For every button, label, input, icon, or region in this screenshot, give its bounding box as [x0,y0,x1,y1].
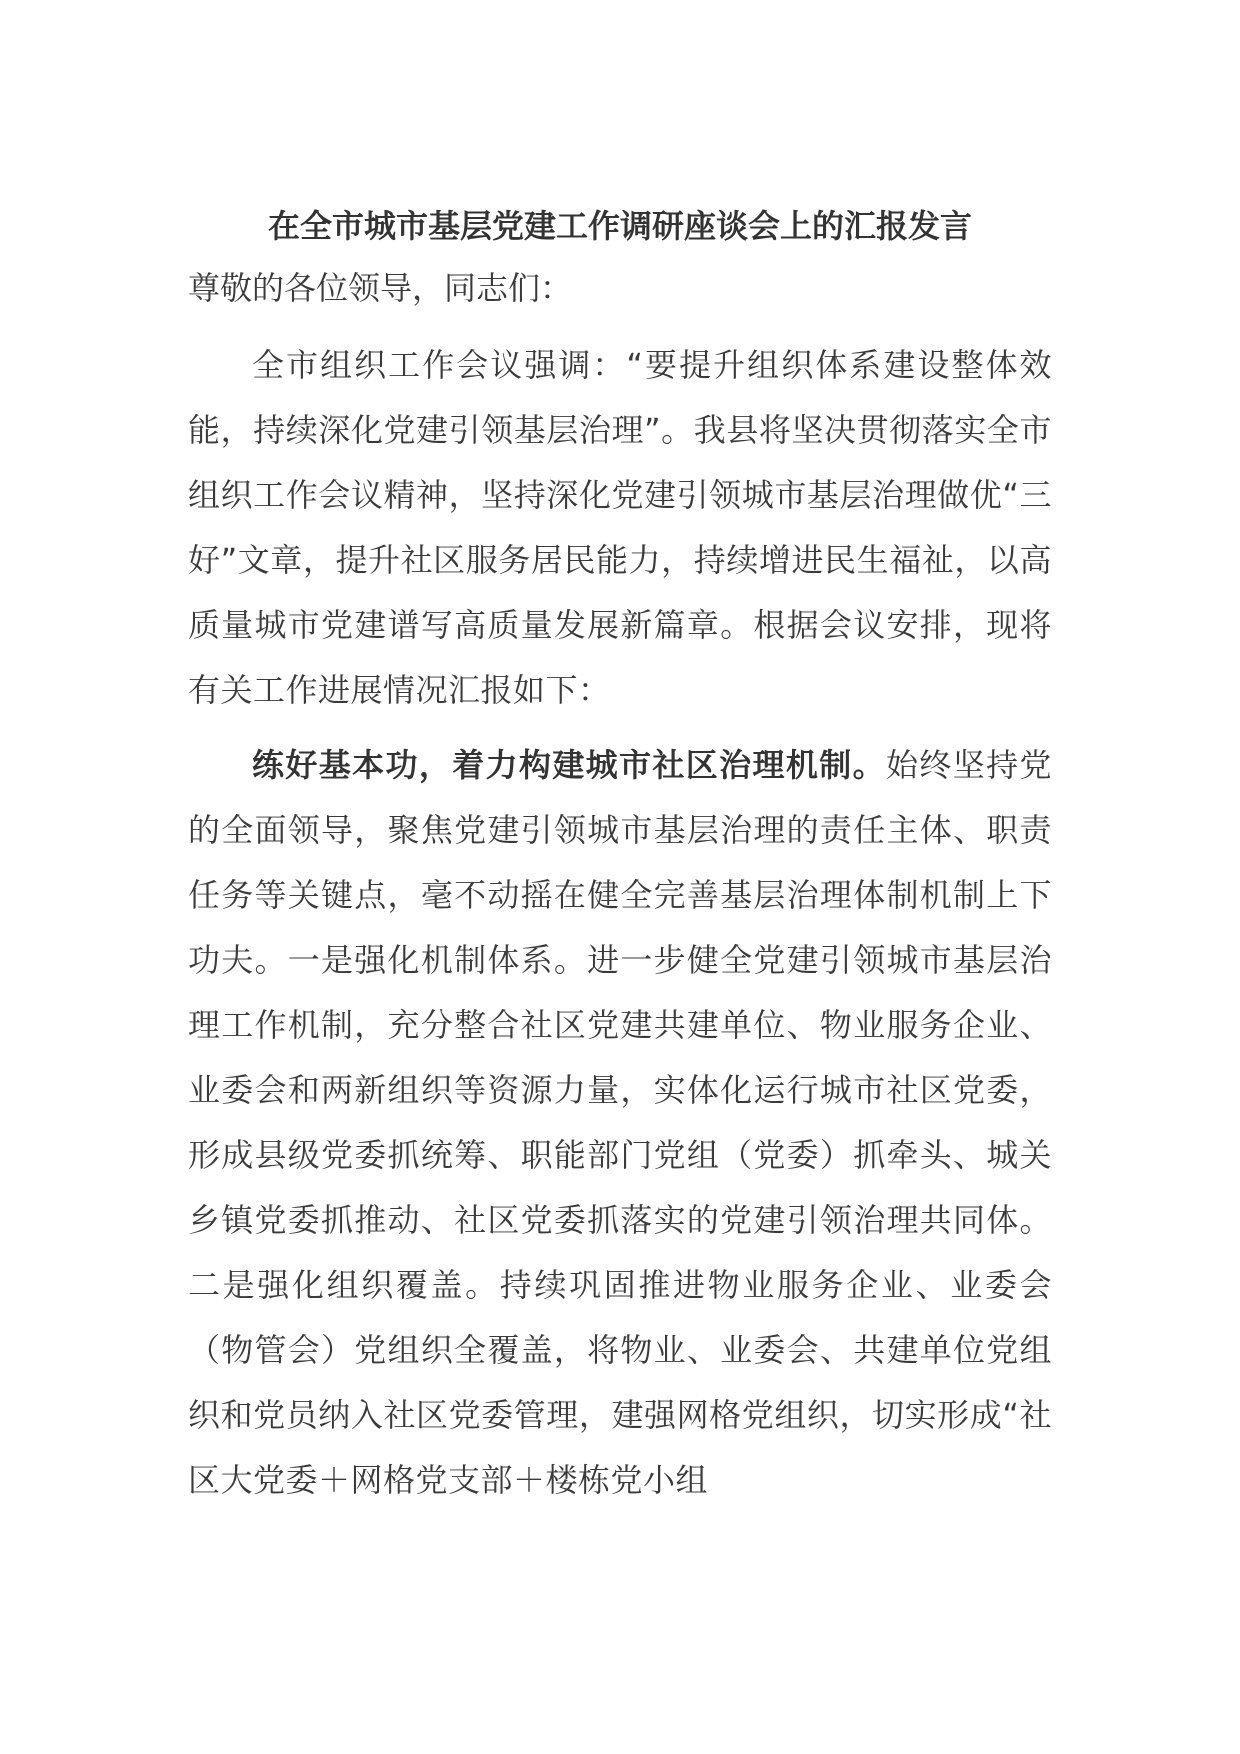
paragraph-text: 全市组织工作会议强调：“要提升组织体系建设整体效能，持续深化党建引领基层治理”。我县将坚决贯彻落实全市组织工作会议精神，坚持深化党建引领城市基层治理做优“三好”文章，提升社区服务居民能力，持续增进民生福祉，以高质量城市党建谱写高质量发展新篇章。根据会议安排，现将有关工作进展情况汇报如下： [188,346,1052,709]
paragraph-lead: 练好基本功，着力构建城市社区治理机制。 [252,746,886,784]
paragraph-text: 始终坚持党的全面领导，聚焦党建引领城市基层治理的责任主体、职责任务等关键点，毫不动摇在健全完善基层治理体制机制上下功夫。一是强化机制体系。进一步健全党建引领城市基层治理工作机制，充分整合社区党建共建单位、物业服务企业、业委会和两新组织等资源力量，实体化运行城市社区党委，形成县级党委抓统筹、职能部门党组（党委）抓牵头、城关乡镇党委抓推动、社区党委抓落实的党建引领治理共同体。二是强化组织覆盖。持续巩固推进物业服务企业、业委会（物管会）党组织全覆盖，将物业、业委会、共建单位党组织和党员纳入社区党委管理，建强网格党组织，切实形成“社区大党委＋网格党支部＋楼栋党小组 [188,746,1052,1499]
paragraph-section-1 [188,733,1052,1513]
document-body [188,252,1052,1523]
paragraph-intro [188,333,1052,723]
salutation: 尊敬的各位领导，同志们： [188,269,573,307]
document-title: 在全市城市基层党建工作调研座谈会上的汇报发言 [267,207,972,245]
